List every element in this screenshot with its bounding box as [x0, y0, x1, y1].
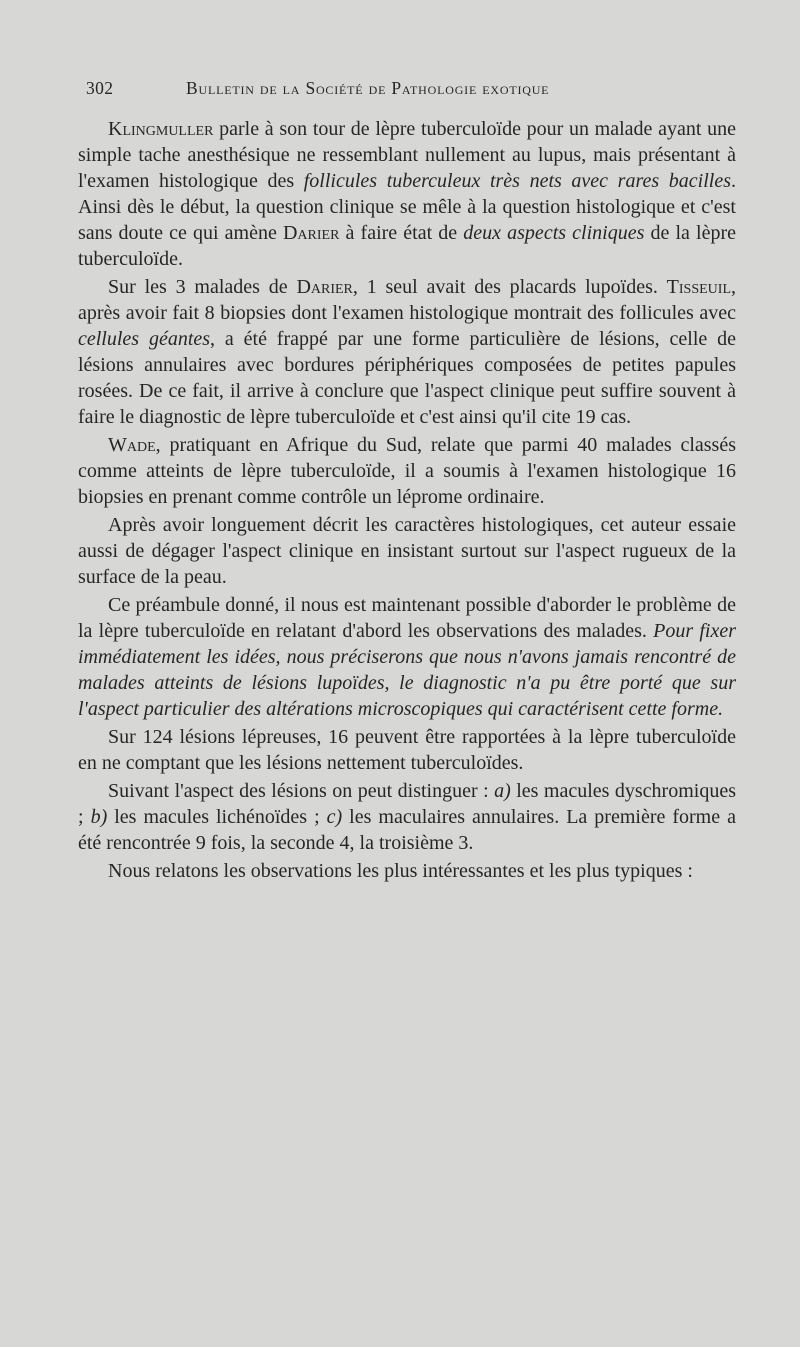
text-run: Suivant l'aspect des lésions on peut distinguer :	[108, 780, 495, 802]
paragraph	[78, 274, 736, 430]
text-run: Nous relatons les observations les plus intéressantes et les plus typiques :	[108, 860, 693, 882]
italic-text: b)	[90, 806, 108, 828]
text-run: , pratiquant en Afrique du Sud, relate que parmi 40 malades classés comme atteints de lèpre tuberculoïde, il a soumis à l'examen histologique 16 biopsies en prenant comme contrôle un léprome ordinaire.	[78, 434, 736, 508]
text-run: , 1 seul avait des placards lupoïdes.	[352, 276, 667, 298]
page-number: 302	[86, 78, 114, 98]
body-text	[78, 116, 736, 886]
text-run: . Ainsi dès le début, la question clinique se mêle à la question histologique et c'est sans doute ce qui amène	[78, 170, 736, 244]
text-run: Après avoir longuement décrit les caractères histologiques, cet auteur essaie aussi de dégager l'aspect clinique en insistant surtout sur l'aspect rugueux de la surface de la peau.	[78, 514, 736, 588]
author-name: Darier	[296, 276, 353, 298]
running-title: Bulletin de la Société de Pathologie exotique	[186, 78, 550, 98]
paragraph	[78, 592, 736, 722]
italic-text: a)	[494, 780, 511, 802]
author-name: Tisseuil	[666, 276, 731, 298]
text-run: parle à son tour de lèpre tuberculoïde pour un malade ayant une simple tache anesthésique ne ressemblant nullement au lupus, mais présentant à l'examen histologique des	[78, 118, 736, 192]
author-name: Klingmuller	[108, 118, 214, 140]
text-run: les macules lichénoïdes ;	[107, 806, 327, 828]
paragraph	[78, 512, 736, 590]
text-run: , a été frappé par une forme particulière de lésions, celle de lésions annulaires avec bordures périphériques composées de petites papules rosées. De ce fait, il arrive à conclure que l'aspect clinique peut suffire souvent à faire le diagnostic de lèpre tuberculoïde et c'est ainsi qu'il cite 19 cas.	[78, 328, 736, 428]
text-run: les maculaires annulaires. La première forme a été rencontrée 9 fois, la seconde 4, la troisième 3.	[78, 806, 736, 854]
italic-text: cellules géantes	[78, 328, 211, 350]
paragraph	[78, 724, 736, 776]
text-run: , après avoir fait 8 biopsies dont l'examen histologique montrait des follicules avec	[78, 276, 736, 324]
text-run: Sur 124 lésions lépreuses, 16 peuvent être rapportées à la lèpre tuberculoïde en ne comptant que les lésions nettement tuberculoïdes.	[78, 726, 736, 774]
text-run: Ce préambule donné, il nous est maintenant possible d'aborder le problème de la lèpre tuberculoïde en relatant d'abord les observations des malades.	[78, 594, 736, 642]
text-run: les macules dyschromiques ;	[78, 780, 736, 828]
italic-text: Pour fixer immédiatement les idées, nous préciserons que nous n'avons jamais rencontré de malades atteints de lésions lupoïdes, le diagnostic n'a pu être porté que sur l'aspect particulier des altérations microscopiques qui caractérisent cette forme.	[78, 620, 737, 720]
paragraph	[78, 116, 736, 272]
paragraph	[78, 858, 736, 884]
italic-text: c)	[326, 806, 343, 828]
text-run: Sur les 3 malades de	[108, 276, 297, 298]
italic-text: follicules tuberculeux très nets avec rares bacilles	[303, 170, 731, 192]
author-name: Wade	[108, 434, 156, 456]
text-run: de la lèpre tuberculoïde.	[78, 222, 736, 270]
paragraph	[78, 432, 736, 510]
italic-text: deux aspects cliniques	[463, 222, 645, 244]
author-name: Darier	[282, 222, 340, 244]
paragraph	[78, 778, 736, 856]
text-run: à faire état de	[339, 222, 464, 244]
